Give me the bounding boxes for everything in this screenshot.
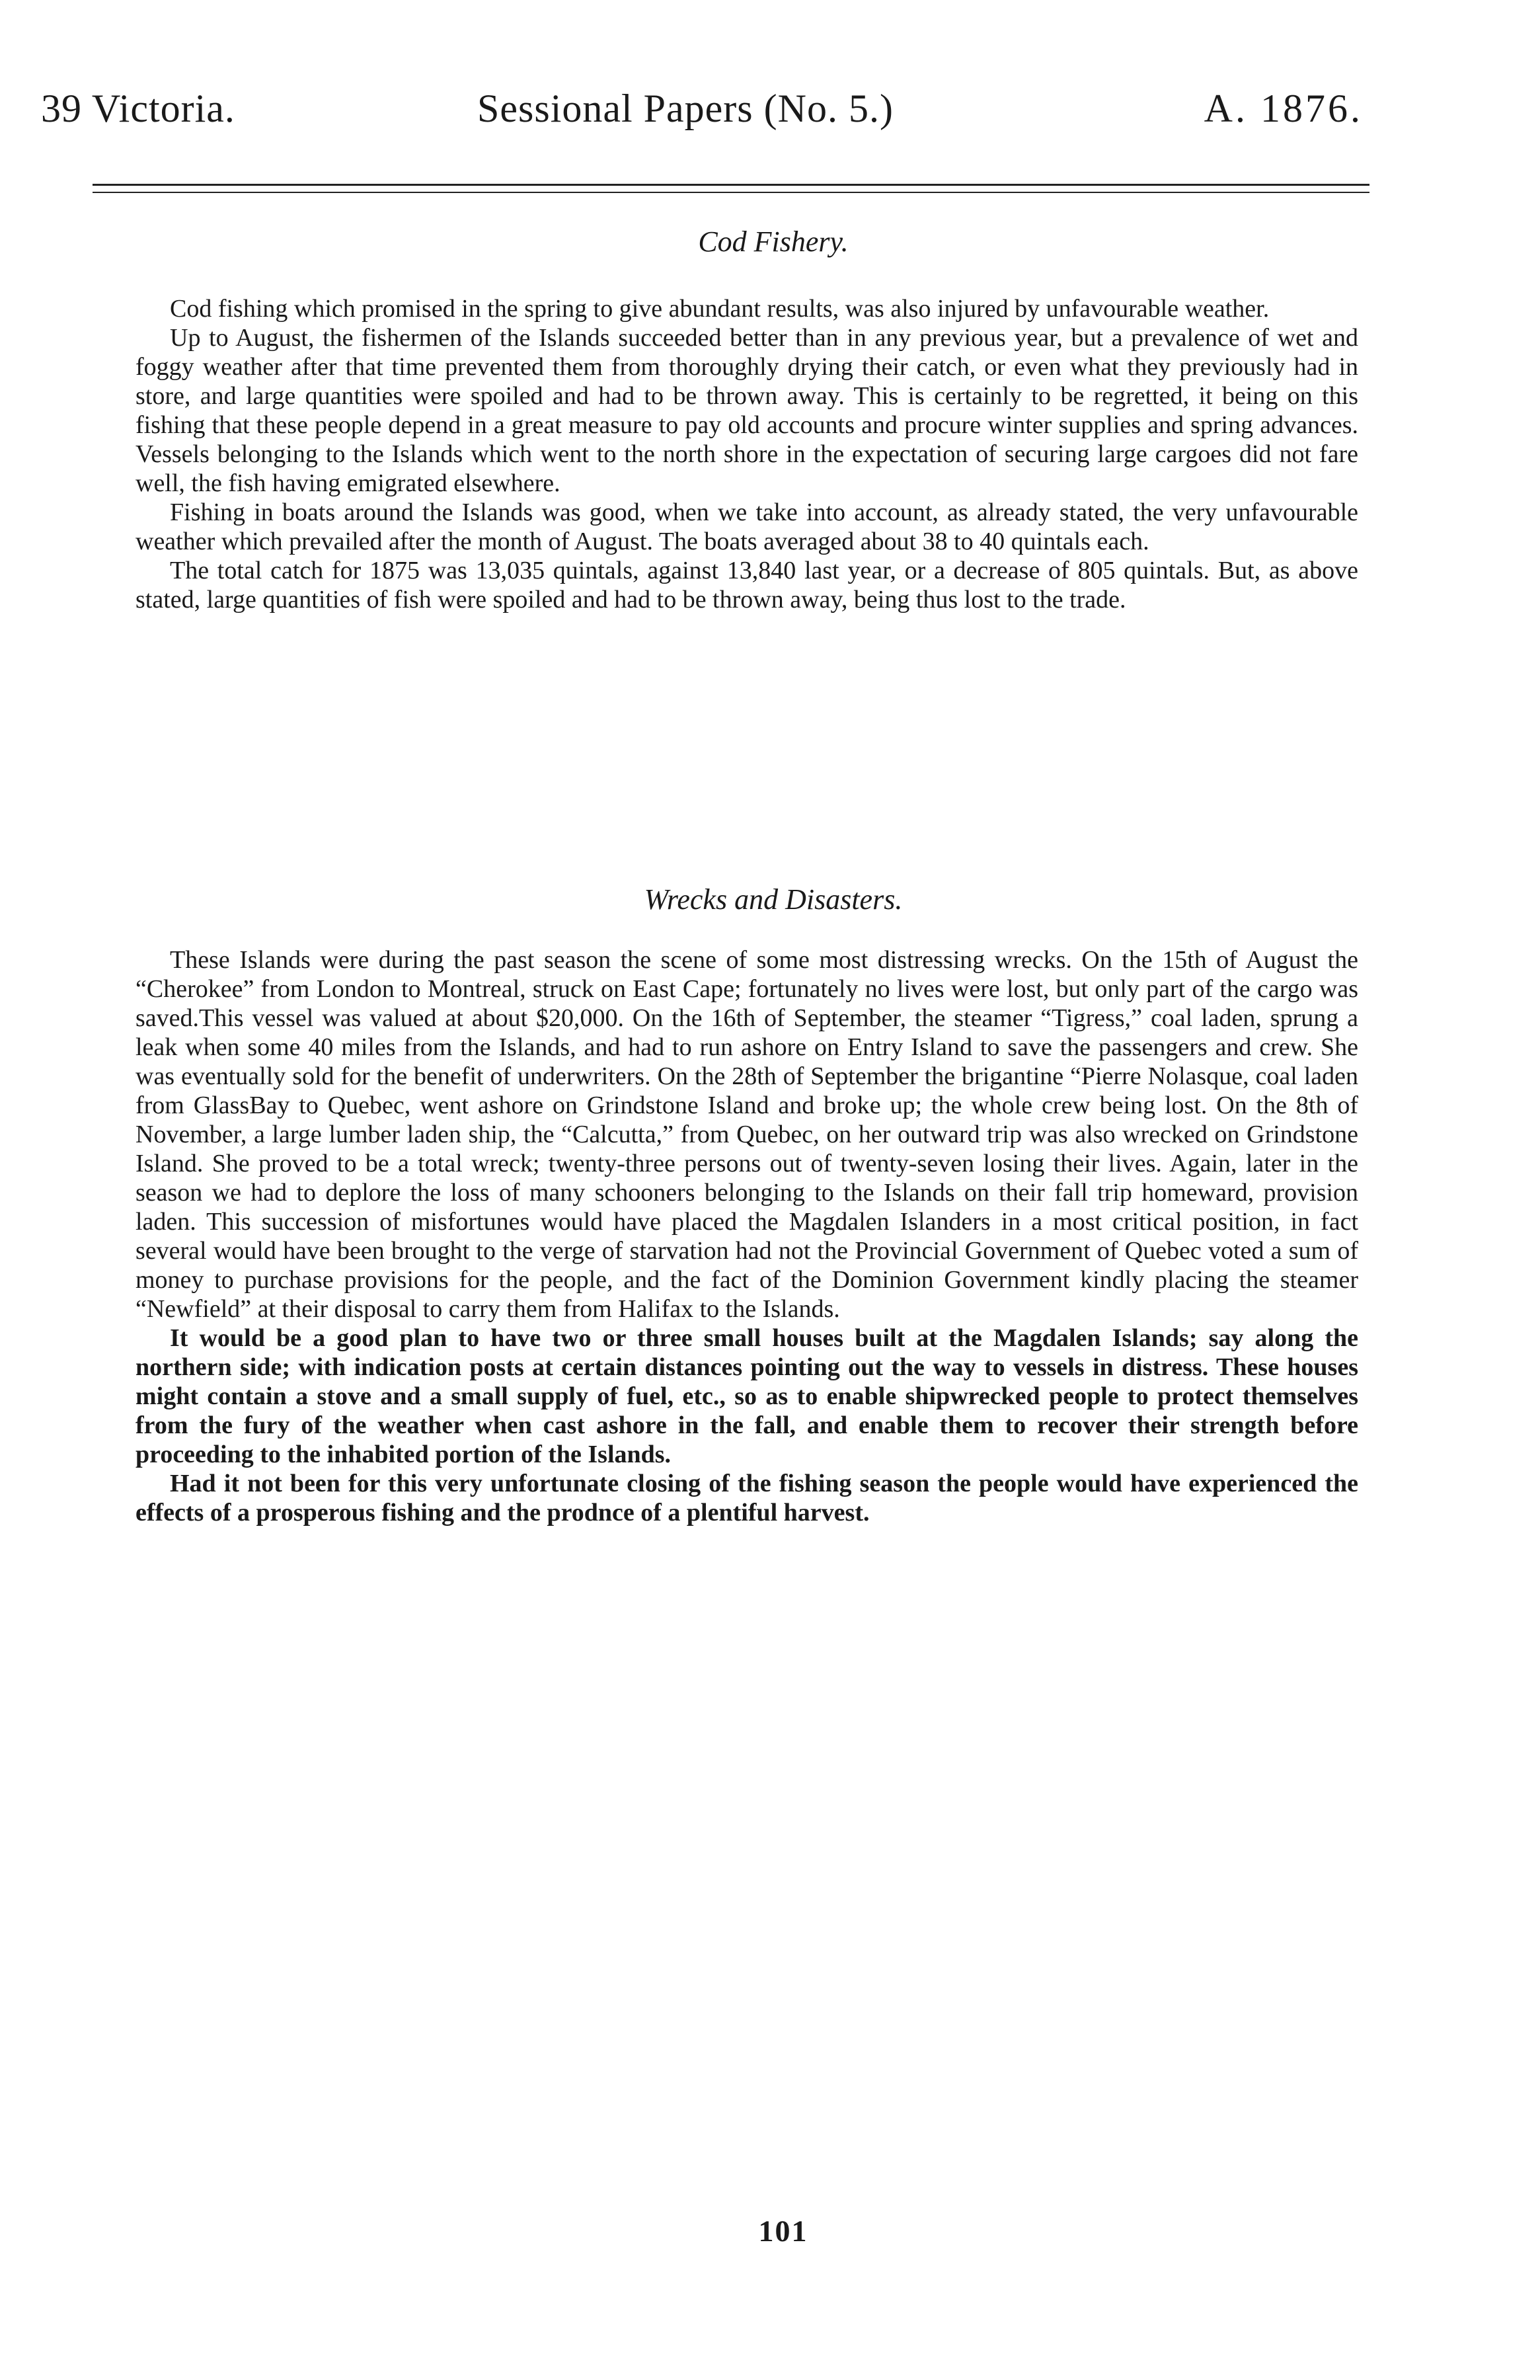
running-header	[41, 86, 1363, 139]
paragraph: The total catch for 1875 was 13,035 quintals, against 13,840 last year, or a decrease of 805 quintals. But, as above stated, large quantities of fish were spoiled and had to be thrown away, being thus lost to the trade.	[135, 557, 1358, 614]
paragraph: Up to August, the fishermen of the Islands succeeded better than in any previous year, but a prevalence of wet and foggy weather after that time prevented them from thoroughly drying their catch, or even what they previously had in store, and large quantities were spoiled and had to be thrown away. This is certainly to be regretted, it being on this fishing that these people depend in a great measure to pay old accounts and procure winter supplies and spring advances. Vessels belonging to the Islands which went to the north shore in the expectation of securing large cargoes did not fare well, the fish having emigrated elsewhere.	[135, 324, 1358, 497]
section-heading-cod-fishery: Cod Fishery.	[698, 225, 849, 258]
header-title: Sessional Papers (No. 5.)	[477, 87, 894, 130]
section-heading-wrecks: Wrecks and Disasters.	[644, 883, 903, 916]
paragraph: These Islands were during the past season the scene of some most distressing wrecks. On the 15th of August the “Cherokee” from London to Montreal, struck on East Cape; fortunately no lives were lost, but only part of the cargo was saved.This vessel was valued at about $20,000. On the 16th of September, the steamer “Tigress,” coal laden, sprung a leak when some 40 miles from the Islands, and had to run ashore on Entry Island to save the passengers and crew. She was eventually sold for the benefit of underwriters. On the 28th of September the brigantine “Pierre Nolasque, coal laden from GlassBay to Quebec, went ashore on Grindstone Island and broke up; the whole crew being lost. On the 8th of November, a large lumber laden ship, the “Calcutta,” from Quebec, on her outward trip was also wrecked on Grindstone Island. She proved to be a total wreck; twenty-three persons out of twenty-seven losing their lives. Again, later in the season we had to deplore the loss of many schooners belonging to the Islands on their fall trip homeward, provision laden. This succession of misfortunes would have placed the Magdalen Islanders in a most critical position, in fact several would have been brought to the verge of starvation had not the Provincial Government of Quebec voted a sum of money to purchase provisions for the people, and the fact of the Dominion Government kindly placing the steamer “Newfield” at their disposal to carry them from Halifax to the Islands.	[135, 946, 1358, 1323]
paragraph: It would be a good plan to have two or three small houses built at the Magdalen Islands; say along the northern side; with indication posts at certain distances pointing out the way to vessels in distress. These houses might contain a stove and a small supply of fuel, etc., so as to enable shipwrecked people to protect themselves from the fury of the weather when cast ashore in the fall, and enable them to recover their strength before proceeding to the inhabited portion of the Islands.	[135, 1324, 1358, 1468]
section-body-wrecks	[135, 945, 1358, 1527]
section-body-cod-fishery	[135, 294, 1358, 614]
paragraph: Cod fishing which promised in the spring to give abundant results, was also injured by unfavourable weather.	[170, 295, 1270, 323]
header-rule-bottom	[93, 192, 1369, 193]
page-number: 101	[758, 2214, 808, 2248]
header-year: A. 1876.	[1204, 87, 1363, 130]
paragraph: Had it not been for this very unfortunate closing of the fishing season the people would have experienced the effects of a prosperous fishing and the prodnce of a plentiful harvest.	[135, 1470, 1358, 1527]
paragraph: Fishing in boats around the Islands was good, when we take into account, as already stated, the very unfavourable weather which prevailed after the month of August. The boats averaged about 38 to 40 quintals each.	[135, 498, 1358, 555]
header-rule-top	[93, 184, 1369, 186]
header-volume: 39 Victoria.	[41, 87, 235, 130]
